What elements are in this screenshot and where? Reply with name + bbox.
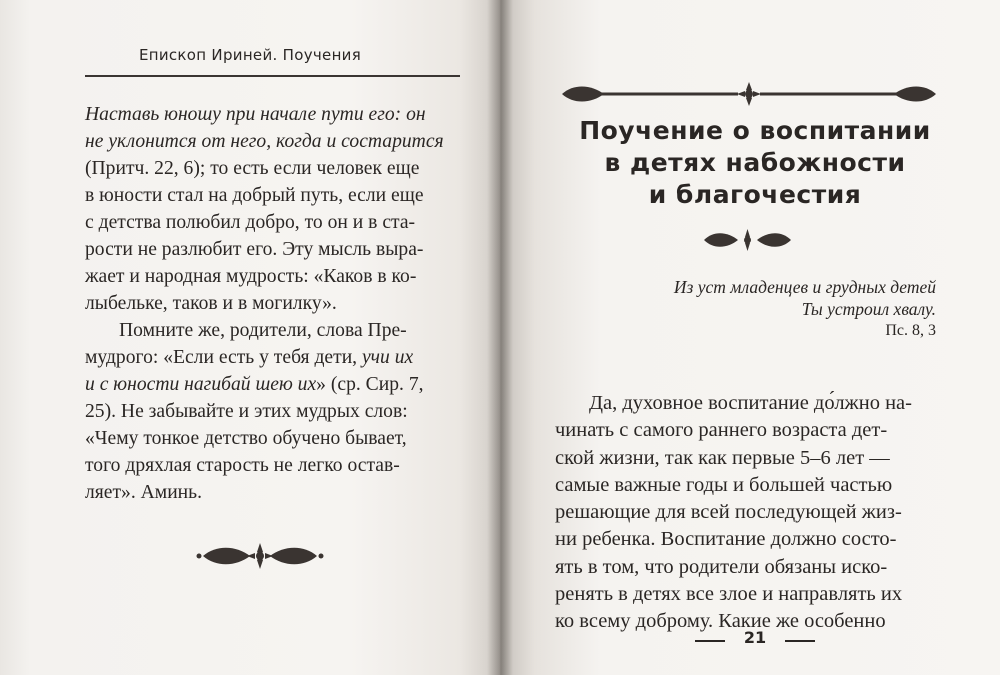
- text-segment: Да, духовное воспитание до́лжно на-: [589, 392, 912, 414]
- text-line: [85, 263, 465, 290]
- text-segment: мудрого: «Если есть у тебя дети,: [85, 347, 362, 368]
- text-segment: с детства полюбил добро, то он и в ста-: [85, 212, 416, 233]
- page-number-value: 21: [743, 628, 767, 647]
- text-line: [555, 390, 950, 417]
- text-line: [85, 371, 465, 398]
- chapter-title-line: в детях набожности: [604, 148, 906, 177]
- text-line: [85, 182, 465, 209]
- text-line: [85, 398, 465, 425]
- text-segment: того дряхлая старость не легко остав-: [85, 455, 400, 476]
- text-line: [85, 155, 465, 182]
- text-line: [555, 499, 950, 526]
- text-line: [85, 236, 465, 263]
- text-line: [85, 290, 465, 317]
- text-line: [85, 425, 465, 452]
- text-segment: самые важные годы и большей частью: [555, 473, 893, 496]
- text-segment: лыбельке, таков и в могилку».: [85, 293, 337, 314]
- text-segment: » (ср. Сир. 7,: [316, 374, 424, 395]
- text-segment: (Притч. 22, 6); то есть если человек еще: [85, 158, 420, 179]
- text-segment: решающие для всей последующей жиз-: [555, 501, 902, 524]
- text-line: [555, 417, 950, 444]
- text-segment: ской жизни, так как первые 5–6 лет —: [555, 446, 890, 469]
- text-line: [85, 452, 465, 479]
- page-number-dash: [785, 640, 815, 642]
- right-body-text: [555, 390, 950, 636]
- italic-text: Наставь юношу при начале пути его: он: [85, 104, 426, 125]
- running-head-rule: [85, 75, 460, 77]
- text-segment: в юности стал на добрый путь, если еще: [85, 185, 424, 206]
- right-page: [500, 0, 1000, 675]
- running-head: Епископ Ириней. Поучения: [138, 46, 362, 64]
- floral-ornament-icon: [560, 80, 938, 108]
- text-line: [85, 317, 465, 344]
- epigraph-reference: Пс. 8, 3: [885, 322, 936, 339]
- text-segment: ять в том, что родители обязаны иско-: [555, 555, 888, 578]
- text-line: [85, 128, 465, 155]
- floral-ornament-icon: [700, 225, 795, 255]
- text-line: [555, 526, 950, 553]
- text-line: [85, 209, 465, 236]
- left-body-text: [85, 101, 465, 506]
- text-segment: жает и народная мудрость: «Каков в ко-: [85, 266, 417, 287]
- text-segment: рости не разлюбит его. Эту мысль выра-: [85, 239, 424, 260]
- text-segment: Помните же, родители, слова Пре-: [119, 320, 407, 341]
- italic-text: не уклонится от него, когда и состарится: [85, 131, 444, 152]
- epigraph-line: Из уст младенцев и грудных детей: [673, 277, 936, 297]
- epigraph-line: Ты устроил хвалу.: [801, 299, 936, 319]
- text-segment: ляет». Аминь.: [85, 482, 202, 503]
- text-line: [85, 344, 465, 371]
- page-number: [695, 628, 815, 652]
- floral-ornament-icon: [195, 540, 325, 572]
- chapter-title-line: Поучение о воспитании: [579, 116, 931, 145]
- text-line: [555, 554, 950, 581]
- text-segment: «Чему тонкое детство обучено бывает,: [85, 428, 407, 449]
- text-line: [85, 101, 465, 128]
- text-segment: ни ребенка. Воспитание должно состо-: [555, 528, 897, 551]
- italic-text: учи их: [361, 347, 414, 368]
- text-segment: 25). Не забывайте и этих мудрых слов:: [85, 401, 408, 422]
- text-line: [555, 581, 950, 608]
- text-segment: ренять в детях все злое и направлять их: [555, 583, 903, 606]
- text-segment: чинать с самого раннего возраста дет-: [555, 419, 888, 442]
- chapter-title-line: и благочестия: [648, 180, 862, 209]
- text-line: [555, 472, 950, 499]
- text-segment: ко всему доброму. Какие же особенно: [555, 610, 886, 633]
- chapter-title: [530, 115, 980, 211]
- text-line: [555, 445, 950, 472]
- book-gutter: [487, 0, 513, 675]
- italic-text: и с юности нагибай шею их: [85, 374, 317, 395]
- epigraph: [556, 276, 936, 342]
- text-line: [85, 479, 465, 506]
